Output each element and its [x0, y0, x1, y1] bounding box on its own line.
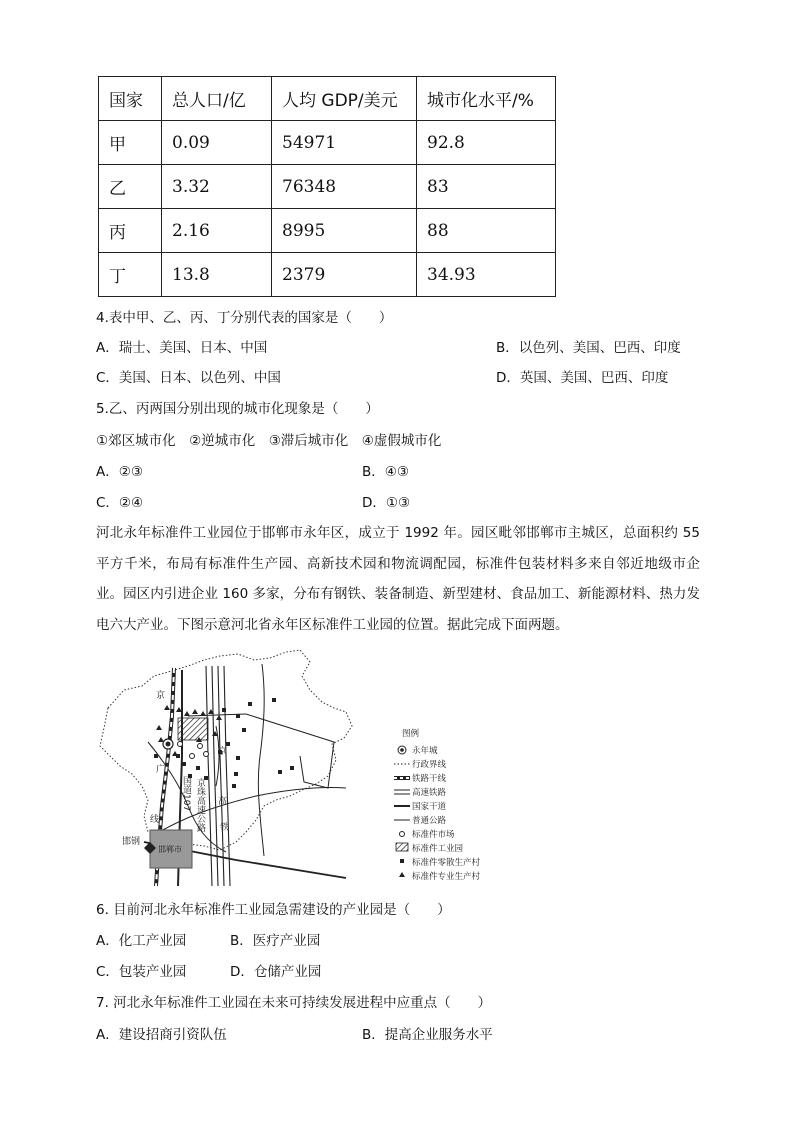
- legend-label: 国家干道: [412, 802, 447, 812]
- market-icon: [400, 832, 405, 837]
- question-7-option-b: B．提高企业服务水平: [362, 1027, 493, 1043]
- market-marker: [204, 752, 209, 757]
- question-5-option-d: D．①③: [362, 495, 411, 511]
- scattered-village-marker: [236, 756, 240, 760]
- table-cell: 92.8: [417, 121, 556, 165]
- question-6-option-d: D．仓储产业园: [230, 964, 322, 980]
- industrial-park-icon: [396, 843, 408, 851]
- table-cell: 0.09: [162, 121, 272, 165]
- ordinary-road: [246, 714, 334, 788]
- scattered-village-marker: [242, 728, 246, 732]
- scattered-village-marker: [154, 754, 158, 758]
- scattered-village-marker: [234, 772, 238, 776]
- specialized-village-marker: [156, 725, 162, 730]
- market-marker: [190, 754, 195, 759]
- scattered-village-marker: [226, 742, 230, 746]
- table-cell: 丁: [99, 253, 162, 297]
- map-legend: [394, 728, 481, 882]
- legend-label: 永年城: [412, 746, 438, 756]
- reading-passage: 河北永年标准件工业园位于邯郸市永年区，成立于 1992 年。园区毗邻邯郸市主城区，总面积约 55 平方千米，布局有标准件生产园、高新技术园和物流调配园，标准件包装材料多来自邻近地级市企业。园区内引进企业 160 多家，分布有钢铁、装备制造、新型建材、食品加工、新能源材料、热力发电六大产业。下图示意河北省永年区标准件工业园的位置。据此完成下面两题。: [96, 525, 700, 633]
- table-cell: 3.32: [162, 165, 272, 209]
- industrial-park-area: [178, 718, 208, 740]
- map-label: 国道107: [181, 776, 191, 812]
- legend-label: 行政界线: [412, 760, 447, 770]
- legend-label: 铁路干线: [412, 774, 447, 784]
- legend-label: 普通公路: [412, 816, 447, 826]
- table-cell: 8995: [272, 209, 417, 253]
- table-cell: 88: [417, 209, 556, 253]
- table-cell: 83: [417, 165, 556, 209]
- question-4-option-a: A．瑞士、美国、日本、中国: [96, 340, 268, 356]
- question-5-option-b: B．④③: [362, 464, 409, 480]
- specialized-village-marker: [200, 711, 206, 716]
- specialized-village-marker: [192, 709, 198, 714]
- scattered-village-icon: [400, 859, 404, 863]
- table-row: [99, 165, 556, 209]
- scattered-village-marker: [290, 766, 294, 770]
- table-cell: 丙: [99, 209, 162, 253]
- expressway: [212, 666, 218, 886]
- table-cell: 2379: [272, 253, 417, 297]
- map-label: 高: [218, 797, 228, 807]
- table-row: [99, 253, 556, 297]
- scattered-village-marker: [176, 754, 180, 758]
- high-speed-rail: [224, 666, 230, 886]
- table-header-row: [99, 77, 556, 121]
- map-label: 京珠高速公路: [195, 778, 205, 832]
- high-speed-rail: [218, 666, 224, 886]
- scattered-village-marker: [272, 698, 276, 702]
- question-4-option-b: B．以色列、美国、巴西、印度: [496, 340, 681, 356]
- table-cell: 34.93: [417, 253, 556, 297]
- question-6-option-a: A．化工产业园: [96, 933, 187, 949]
- question-5-option-a: A．②③: [96, 464, 143, 480]
- table-cell: 54971: [272, 121, 417, 165]
- table-cell: 甲: [99, 121, 162, 165]
- question-6-option-b: B．医疗产业园: [230, 933, 321, 949]
- question-5-options-list: ①郊区城市化 ②逆城市化 ③滞后城市化 ④虚假城市化: [96, 433, 442, 449]
- table-row: [99, 209, 556, 253]
- specialized-village-marker: [216, 715, 222, 720]
- yongnian-city-marker-dot: [166, 742, 171, 747]
- legend-label: 标准件零散生产村: [412, 858, 481, 868]
- specialized-village-marker: [184, 711, 190, 716]
- scattered-village-marker: [182, 762, 186, 766]
- scattered-village-marker: [278, 770, 282, 774]
- map-label: 京: [156, 691, 166, 701]
- table-cell: 乙: [99, 165, 162, 209]
- scattered-village-marker: [196, 766, 200, 770]
- market-marker: [178, 742, 183, 747]
- map-label: 广: [156, 765, 166, 775]
- legend-title: 图例: [402, 729, 420, 739]
- scattered-village-marker: [236, 714, 240, 718]
- question-7-option-a: A．建设招商引资队伍: [96, 1027, 227, 1043]
- question-5-option-c: C．②④: [96, 495, 144, 511]
- map-label: 线: [150, 815, 160, 825]
- specialized-village-marker: [158, 737, 164, 742]
- question-7-stem: 7. 河北永年标准件工业园在未来可持续发展进程中应重点（ ）: [96, 995, 492, 1011]
- question-4-option-d: D．英国、美国、巴西、印度: [496, 370, 669, 386]
- market-marker: [198, 744, 203, 749]
- location-map: [96, 646, 516, 896]
- map-label: 铁: [220, 823, 230, 833]
- specialized-village-icon: [399, 872, 405, 877]
- scattered-village-marker: [222, 708, 226, 712]
- legend-label: 标准件工业园: [412, 844, 464, 854]
- specialized-village-marker: [164, 705, 170, 710]
- table-row: [99, 121, 556, 165]
- map-label: 邯郸市: [158, 845, 182, 854]
- table-cell: 2.16: [162, 209, 272, 253]
- table-cell: 13.8: [162, 253, 272, 297]
- question-5-stem: 5.乙、丙两国分别出现的城市化现象是（ ）: [96, 401, 379, 417]
- scattered-village-marker: [248, 702, 252, 706]
- question-4-stem: 4.表中甲、乙、丙、丁分别代表的国家是（ ）: [96, 310, 393, 326]
- legend-label: 标准件市场: [412, 830, 455, 840]
- map-label: 京: [218, 747, 228, 757]
- legend-label: 高速铁路: [412, 788, 447, 798]
- ordinary-road: [258, 664, 264, 856]
- question-4-option-c: C．美国、日本、以色列、中国: [96, 370, 281, 386]
- table-header-cell: 总人口/亿: [162, 77, 272, 121]
- table-header-cell: 国家: [99, 77, 162, 121]
- map-label: 邯钢: [122, 837, 141, 847]
- scattered-village-marker: [232, 784, 236, 788]
- table-header-cell: 人均 GDP/美元: [272, 77, 417, 121]
- legend-label: 标准件专业生产村: [412, 872, 481, 882]
- question-6-option-c: C．包装产业园: [96, 964, 187, 980]
- table-header-cell: 城市化水平/%: [417, 77, 556, 121]
- country-data-table: [98, 76, 556, 297]
- question-6-stem: 6. 目前河北永年标准件工业园急需建设的产业园是（ ）: [96, 902, 451, 918]
- table-cell: 76348: [272, 165, 417, 209]
